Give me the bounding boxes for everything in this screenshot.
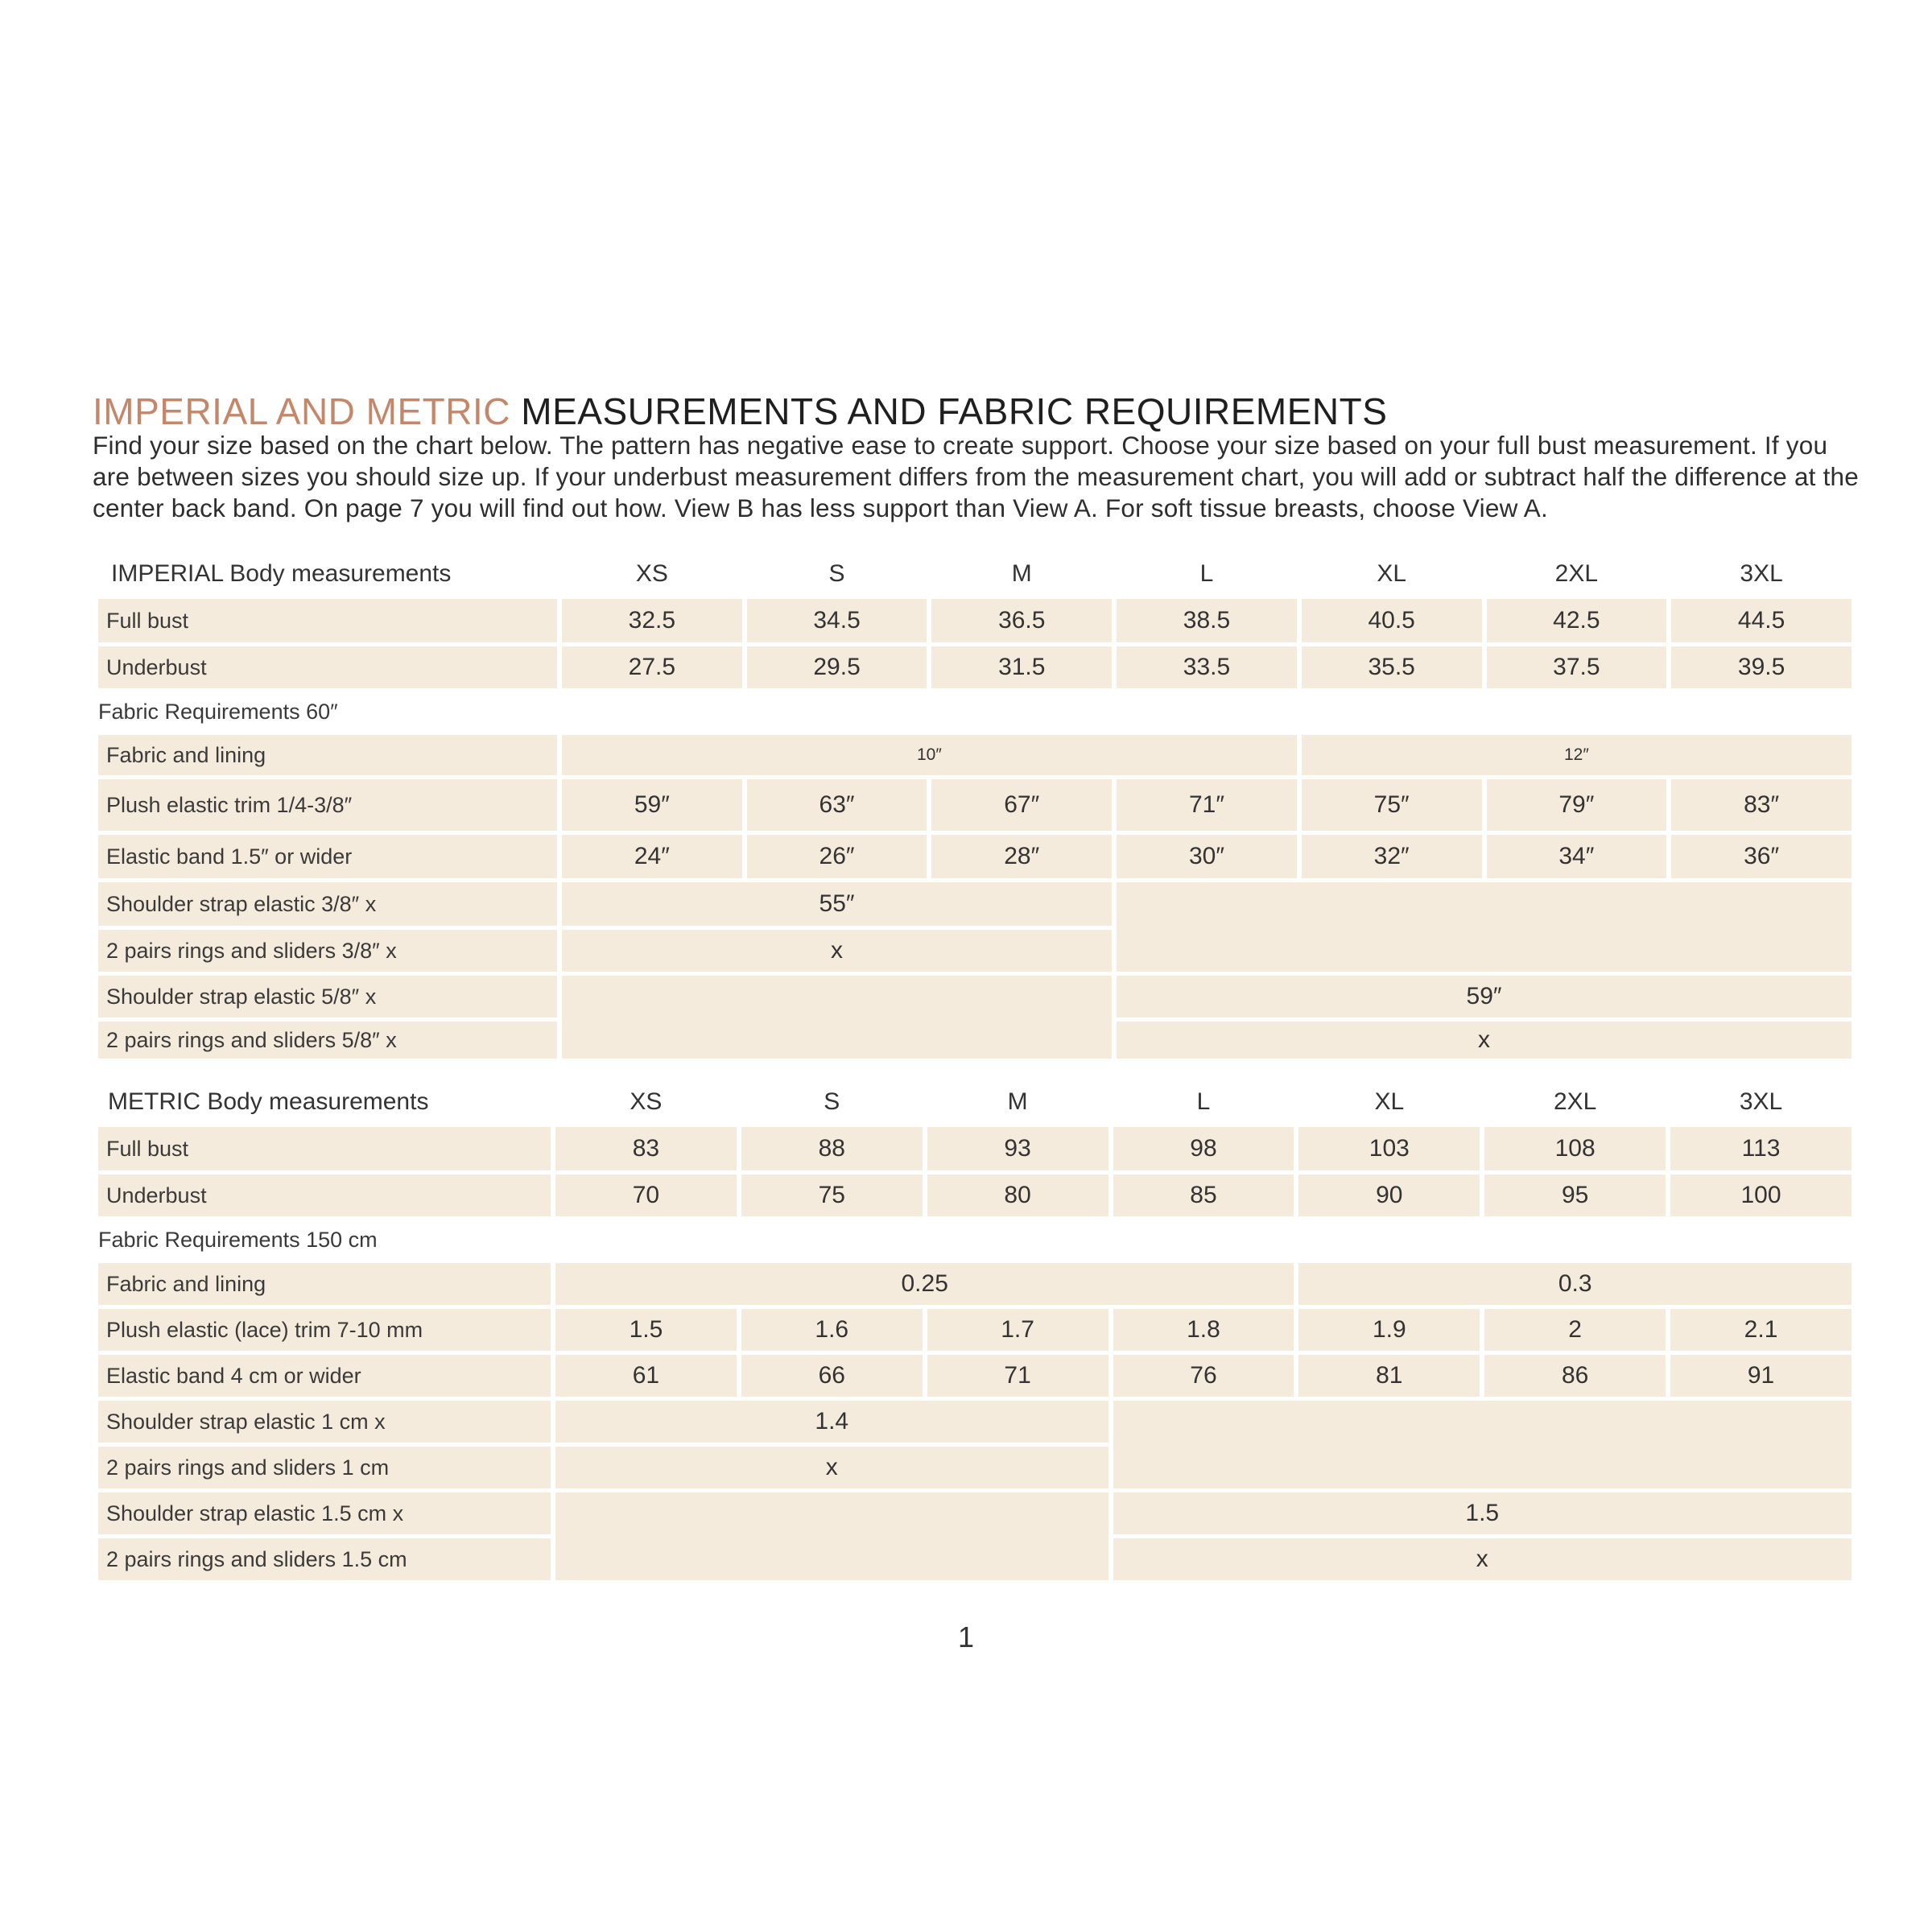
imperial-table <box>93 549 1856 1063</box>
size-header: 2XL <box>1554 560 1599 587</box>
table-cell: x <box>562 930 1112 972</box>
row-label: Full bust <box>98 1127 551 1170</box>
table-cell: 1.5 <box>555 1309 737 1351</box>
size-header: 2XL <box>1553 1088 1597 1115</box>
table-cell: 29.5 <box>747 646 927 688</box>
table-cell: 2 <box>1484 1309 1666 1351</box>
table-cell: 86 <box>1484 1355 1666 1397</box>
table-cell: 37.5 <box>1487 646 1667 688</box>
metric-header-label: METRIC Body measurements <box>108 1088 429 1115</box>
metric-table <box>93 1077 1856 1584</box>
size-header: 3XL <box>1739 1088 1783 1115</box>
table-cell: 34.5 <box>747 599 927 642</box>
table-cell: 2.1 <box>1670 1309 1852 1351</box>
table-cell: 103 <box>1298 1127 1480 1170</box>
table-cell: 93 <box>927 1127 1108 1170</box>
title-accent: IMPERIAL AND METRIC <box>93 390 510 432</box>
size-header: L <box>1199 560 1214 587</box>
table-cell: 44.5 <box>1671 599 1852 642</box>
row-label: Shoulder strap elastic 5/8″ x <box>98 976 557 1018</box>
row-label: 2 pairs rings and sliders 3/8″ x <box>98 930 557 972</box>
table-cell: 83 <box>555 1127 737 1170</box>
empty-cell <box>555 1492 1108 1580</box>
table-cell: 70 <box>555 1174 737 1216</box>
table-cell: 1.7 <box>927 1309 1108 1351</box>
table-cell: 88 <box>741 1127 923 1170</box>
table-cell: 1.5 <box>1113 1492 1852 1534</box>
table-cell: 108 <box>1484 1127 1666 1170</box>
table-row <box>98 599 1852 642</box>
table-cell: 30″ <box>1117 835 1297 878</box>
table-cell: 1.8 <box>1113 1309 1294 1351</box>
table-cell: 80 <box>927 1174 1108 1216</box>
row-label: Shoulder strap elastic 1.5 cm x <box>98 1492 551 1534</box>
row-label: Elastic band 4 cm or wider <box>98 1355 551 1397</box>
row-label: Underbust <box>98 646 557 688</box>
table-cell: 28″ <box>931 835 1112 878</box>
row-label: Elastic band 1.5″ or wider <box>98 835 557 878</box>
table-cell: 10″ <box>562 735 1297 775</box>
table-row <box>98 1355 1852 1397</box>
row-label: Full bust <box>98 599 557 642</box>
row-label: 2 pairs rings and sliders 5/8″ x <box>98 1022 557 1059</box>
table-cell: x <box>1113 1538 1852 1580</box>
table-row <box>98 1401 1852 1443</box>
size-header: M <box>1007 1088 1028 1115</box>
table-cell: 0.3 <box>1298 1263 1852 1305</box>
metric-header-row <box>98 1081 1852 1123</box>
table-row <box>98 976 1852 1018</box>
size-header: M <box>1011 560 1032 587</box>
size-header: XL <box>1374 1088 1405 1115</box>
table-row <box>98 779 1852 831</box>
table-cell: 75 <box>741 1174 923 1216</box>
section-subheader-row <box>98 1220 1852 1259</box>
table-cell: 75″ <box>1302 779 1482 831</box>
section-subheader-row <box>98 692 1852 731</box>
row-label: Plush elastic trim 1/4-3/8″ <box>98 779 557 831</box>
table-cell: 32″ <box>1302 835 1482 878</box>
table-cell: 91 <box>1670 1355 1852 1397</box>
empty-cell <box>562 976 1112 1059</box>
table-cell: x <box>555 1447 1108 1488</box>
table-cell: 36.5 <box>931 599 1112 642</box>
row-label: 2 pairs rings and sliders 1.5 cm <box>98 1538 551 1580</box>
size-header: L <box>1196 1088 1211 1115</box>
fabric-requirements-label: Fabric Requirements 60″ <box>98 699 338 724</box>
size-header: S <box>828 560 845 587</box>
table-cell: 98 <box>1113 1127 1294 1170</box>
table-cell: 24″ <box>562 835 742 878</box>
table-cell: 33.5 <box>1117 646 1297 688</box>
table-cell: 35.5 <box>1302 646 1482 688</box>
table-cell: 32.5 <box>562 599 742 642</box>
table-cell: 36″ <box>1671 835 1852 878</box>
row-label: Shoulder strap elastic 3/8″ x <box>98 882 557 926</box>
imperial-header-label: IMPERIAL Body measurements <box>111 560 452 587</box>
size-header: S <box>824 1088 840 1115</box>
table-cell: 76 <box>1113 1355 1294 1397</box>
row-label: Underbust <box>98 1174 551 1216</box>
empty-cell <box>1113 1401 1852 1488</box>
size-header: XL <box>1377 560 1407 587</box>
table-cell: 42.5 <box>1487 599 1667 642</box>
table-cell: 55″ <box>562 882 1112 926</box>
table-row <box>98 835 1852 878</box>
page-number: 1 <box>957 1620 975 1653</box>
row-label: Fabric and lining <box>98 1263 551 1305</box>
table-cell: 81 <box>1298 1355 1480 1397</box>
table-cell: 71 <box>927 1355 1108 1397</box>
table-row <box>98 735 1852 775</box>
table-cell: 34″ <box>1487 835 1667 878</box>
table-row <box>98 1127 1852 1170</box>
table-cell: 59″ <box>1117 976 1852 1018</box>
table-cell: 1.4 <box>555 1401 1108 1443</box>
size-header: XS <box>630 1088 663 1115</box>
table-cell: 1.6 <box>741 1309 923 1351</box>
table-cell: 113 <box>1670 1127 1852 1170</box>
table-row <box>98 1309 1852 1351</box>
table-row <box>98 882 1852 926</box>
table-cell: x <box>1117 1022 1852 1059</box>
table-cell: 63″ <box>747 779 927 831</box>
row-label: Fabric and lining <box>98 735 557 775</box>
imperial-header-row <box>98 553 1852 595</box>
table-cell: 1.9 <box>1298 1309 1480 1351</box>
table-cell: 27.5 <box>562 646 742 688</box>
table-row <box>98 646 1852 688</box>
table-cell: 61 <box>555 1355 737 1397</box>
table-cell: 59″ <box>562 779 742 831</box>
table-cell: 0.25 <box>555 1263 1294 1305</box>
title-main: MEASUREMENTS AND FABRIC REQUIREMENTS <box>521 390 1388 432</box>
table-cell: 95 <box>1484 1174 1666 1216</box>
table-cell: 31.5 <box>931 646 1112 688</box>
table-cell: 100 <box>1670 1174 1852 1216</box>
row-label: Shoulder strap elastic 1 cm x <box>98 1401 551 1443</box>
page-title <box>93 390 1387 433</box>
intro-paragraph: Find your size based on the chart below. The pattern has negative ease to create support. Choose your size based on your full bust measurement. If you are between sizes you should size up. If your underbust measurement differs from the measurement chart, you will add or subtract half the difference at the center back band. On page 7 you will find out how. View B has less support than View A. For soft tissue breasts, choose View A. <box>93 431 1859 522</box>
table-row <box>98 1174 1852 1216</box>
table-cell: 67″ <box>931 779 1112 831</box>
table-row <box>98 1492 1852 1534</box>
size-header: 3XL <box>1740 560 1783 587</box>
table-cell: 85 <box>1113 1174 1294 1216</box>
table-cell: 71″ <box>1117 779 1297 831</box>
table-cell: 79″ <box>1487 779 1667 831</box>
table-row <box>98 1263 1852 1305</box>
empty-cell <box>1117 882 1852 972</box>
row-label: 2 pairs rings and sliders 1 cm <box>98 1447 551 1488</box>
table-cell: 26″ <box>747 835 927 878</box>
size-header: XS <box>635 560 668 587</box>
table-cell: 90 <box>1298 1174 1480 1216</box>
row-label: Plush elastic (lace) trim 7-10 mm <box>98 1309 551 1351</box>
table-cell: 39.5 <box>1671 646 1852 688</box>
table-cell: 66 <box>741 1355 923 1397</box>
table-cell: 12″ <box>1302 735 1852 775</box>
table-cell: 83″ <box>1671 779 1852 831</box>
table-cell: 38.5 <box>1117 599 1297 642</box>
table-cell: 40.5 <box>1302 599 1482 642</box>
fabric-requirements-label: Fabric Requirements 150 cm <box>98 1227 378 1252</box>
